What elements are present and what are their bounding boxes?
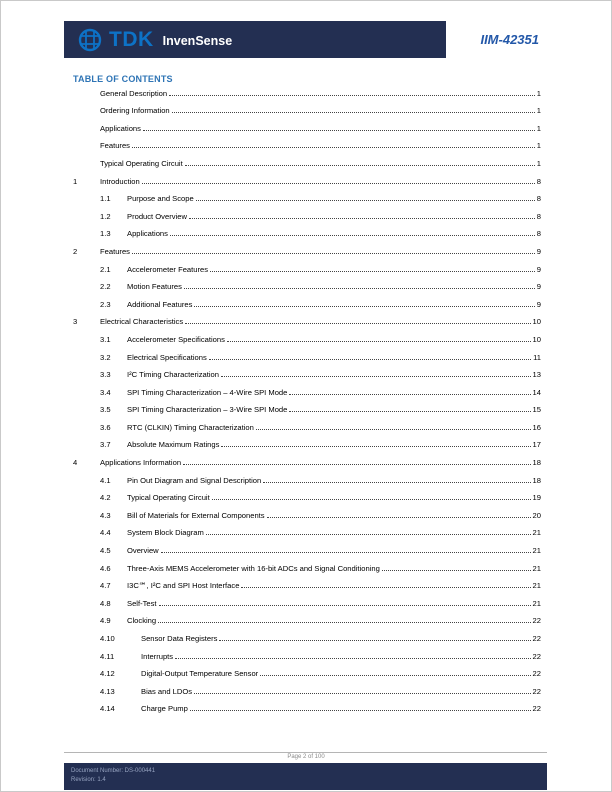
toc-leader-dots: [227, 341, 531, 342]
toc-entry-page: 17: [532, 440, 541, 450]
toc-entry-title: SPI Timing Characterization – 4-Wire SPI Mode: [127, 387, 288, 397]
toc-entry-page: 11: [533, 352, 541, 362]
toc-entry[interactable]: [73, 186, 541, 204]
toc-entry-title: System Block Diagram: [127, 528, 204, 538]
toc-leader-dots: [183, 464, 531, 465]
toc-leader-dots: [196, 200, 535, 201]
toc-entry-page: 22: [532, 686, 541, 696]
footer-divider: [64, 752, 547, 753]
toc-entry-number: 2.3: [100, 299, 111, 309]
toc-entry-number: 3.5: [100, 405, 111, 415]
toc-entry[interactable]: [73, 449, 541, 467]
toc-entry-page: 8: [536, 211, 541, 221]
toc-entry[interactable]: [73, 696, 541, 714]
toc-entry-number: 4.2: [100, 493, 111, 503]
toc-leader-dots: [194, 306, 534, 307]
toc-leader-dots: [256, 429, 531, 430]
toc-entry-number: 4.7: [100, 581, 111, 591]
toc-leader-dots: [221, 446, 530, 447]
toc-entry[interactable]: [73, 432, 541, 450]
toc-entry-page: 22: [532, 634, 541, 643]
toc-heading: TABLE OF CONTENTS: [73, 74, 173, 84]
toc-entry-page: 21: [532, 598, 541, 608]
toc-entry-title: Electrical Specifications: [127, 352, 207, 362]
toc-entry-number: 3: [73, 317, 78, 327]
toc-entry[interactable]: [73, 573, 541, 591]
toc-entry-title: Ordering Information: [100, 106, 170, 116]
toc-entry-page: 9: [536, 264, 541, 274]
toc-entry[interactable]: [73, 661, 541, 679]
toc-entry-number: 4.1: [100, 475, 111, 485]
toc-entry-title: RTC (CLKIN) Timing Characterization: [127, 422, 254, 432]
toc-entry-page: 9: [536, 246, 541, 256]
toc-entry-page: 14: [532, 387, 541, 397]
toc-entry-title: Bill of Materials for External Components: [127, 510, 265, 520]
toc-entry[interactable]: [73, 238, 541, 256]
toc-entry-number: 1.3: [100, 229, 111, 239]
toc-entry-page: 16: [532, 422, 541, 432]
revision: Revision: 1.4: [71, 776, 106, 783]
toc-entry-number: 4.12: [100, 669, 115, 679]
toc-entry-title: Accelerometer Specifications: [127, 334, 225, 344]
toc-leader-dots: [289, 411, 530, 412]
toc-entry-number: 4.10: [100, 634, 115, 643]
toc-entry-title: Three-Axis MEMS Accelerometer with 16-bit ADCs and Signal Conditioning: [127, 563, 380, 573]
toc-leader-dots: [170, 235, 535, 236]
toc-entry-page: 9: [536, 282, 541, 292]
toc-entry[interactable]: [73, 379, 541, 397]
toc-entry-page: 22: [532, 651, 541, 661]
invensense-wordmark: InvenSense: [162, 34, 233, 48]
toc-entry-page: 10: [532, 334, 541, 344]
toc-entry[interactable]: [73, 590, 541, 608]
toc-leader-dots: [189, 218, 535, 219]
toc-entry-number: 4.5: [100, 546, 111, 556]
tdk-wordmark: TDK: [109, 27, 154, 51]
toc-entry-title: General Description: [100, 88, 168, 98]
toc-entry-number: 4.9: [100, 616, 111, 626]
toc-entry-title: Applications Information: [100, 458, 182, 468]
toc-entry-page: 1: [536, 158, 541, 168]
toc-entry[interactable]: [73, 344, 541, 362]
toc-entry-page: 21: [532, 546, 541, 556]
toc-entry-page: 20: [532, 510, 541, 520]
toc-entry-title: Applications: [127, 229, 168, 239]
toc-entry-number: 4.11: [100, 651, 115, 661]
toc-entry-page: 21: [532, 581, 541, 591]
toc-entry-page: 8: [536, 229, 541, 239]
toc-entry-title: Typical Operating Circuit: [127, 493, 210, 503]
toc-entry[interactable]: [73, 397, 541, 415]
page-indicator: Page 2 of 100: [287, 754, 325, 760]
toc-entry-title: Electrical Characteristics: [100, 317, 184, 327]
toc-entry[interactable]: [73, 485, 541, 503]
toc-entry-title: Digital-Output Temperature Sensor: [141, 669, 259, 679]
toc-entry-title: Sensor Data Registers: [141, 634, 218, 643]
toc-entry-title: Pin Out Diagram and Signal Description: [127, 475, 262, 485]
toc-entry-title: Overview: [127, 546, 159, 556]
toc-entry-number: 4.13: [100, 686, 115, 696]
toc-entry-page: 9: [536, 299, 541, 309]
toc-leader-dots: [209, 359, 531, 360]
page-header: [64, 21, 539, 58]
toc-entry-number: 4.8: [100, 598, 111, 608]
toc-entry-number: 4.14: [100, 704, 115, 714]
toc-leader-dots: [185, 165, 535, 166]
toc-entry-title: Charge Pump: [141, 704, 188, 714]
toc-leader-dots: [175, 658, 530, 659]
toc-leader-dots: [221, 376, 531, 377]
toc-entry-page: 1: [536, 106, 541, 116]
toc-entry[interactable]: [73, 98, 541, 116]
toc-entry-number: 4.4: [100, 528, 111, 538]
toc-leader-dots: [143, 130, 535, 131]
toc-entry-number: 1: [73, 176, 78, 186]
footer-bar: [64, 763, 547, 790]
toc-entry[interactable]: [73, 467, 541, 485]
toc-leader-dots: [260, 675, 530, 676]
toc-leader-dots: [210, 271, 535, 272]
toc-entry-page: 21: [532, 563, 541, 573]
toc-entry-title: Bias and LDOs: [141, 686, 193, 696]
toc-entry-page: 21: [532, 528, 541, 538]
toc-entry-title: Purpose and Scope: [127, 194, 194, 204]
toc-list: [73, 80, 541, 713]
toc-entry[interactable]: [73, 274, 541, 292]
toc-entry-page: 18: [532, 475, 541, 485]
toc-entry[interactable]: [73, 168, 541, 186]
toc-entry[interactable]: [73, 115, 541, 133]
toc-entry[interactable]: [73, 203, 541, 221]
toc-entry[interactable]: [73, 537, 541, 555]
toc-entry-number: 1.2: [100, 211, 111, 221]
toc-leader-dots: [184, 288, 535, 289]
document-number: Document Number: DS-000441: [71, 768, 156, 774]
toc-entry-number: 2.1: [100, 264, 111, 274]
toc-entry-page: 22: [532, 669, 541, 679]
toc-entry[interactable]: [73, 291, 541, 309]
toc-entry-title: I3C℠, I²C and SPI Host Interface: [127, 581, 240, 591]
toc-entry-number: 2: [73, 246, 78, 256]
toc-leader-dots: [172, 112, 535, 113]
toc-entry-title: Clocking: [127, 616, 157, 626]
toc-leader-dots: [219, 640, 530, 641]
toc-leader-dots: [267, 517, 531, 518]
toc-entry[interactable]: [73, 326, 541, 344]
toc-leader-dots: [212, 499, 531, 500]
toc-entry-title: Motion Features: [127, 282, 182, 292]
toc-leader-dots: [206, 534, 531, 535]
toc-entry[interactable]: [73, 414, 541, 432]
toc-leader-dots: [132, 253, 535, 254]
part-number-area: [446, 21, 539, 58]
toc-entry-title: Absolute Maximum Ratings: [127, 440, 220, 450]
toc-leader-dots: [194, 693, 530, 694]
toc-leader-dots: [185, 323, 530, 324]
toc-entry-title: SPI Timing Characterization – 3-Wire SPI Mode: [127, 405, 288, 415]
toc-entry-number: 4.3: [100, 510, 111, 520]
toc-entry-title: Accelerometer Features: [127, 264, 209, 274]
toc-entry[interactable]: [73, 555, 541, 573]
toc-entry-number: 4: [73, 458, 78, 468]
toc-entry-title: Features: [100, 246, 130, 256]
toc-entry[interactable]: [73, 502, 541, 520]
toc-entry[interactable]: [73, 256, 541, 274]
toc-entry-title: Typical Operating Circuit: [100, 158, 183, 168]
toc-entry-page: 19: [532, 493, 541, 503]
toc-leader-dots: [159, 605, 531, 606]
toc-leader-dots: [169, 95, 535, 96]
toc-entry-title: Interrupts: [141, 651, 174, 661]
toc-entry-number: 2.2: [100, 282, 111, 292]
toc-leader-dots: [132, 147, 535, 148]
toc-entry-page: 8: [536, 194, 541, 204]
tdk-logo-icon: [78, 28, 102, 52]
toc-entry-page: 8: [536, 176, 541, 186]
toc-leader-dots: [161, 552, 531, 553]
toc-entry-title: Introduction: [100, 176, 140, 186]
toc-entry-page: 22: [532, 616, 541, 626]
toc-entry-page: 1: [536, 123, 541, 133]
toc-leader-dots: [263, 482, 530, 483]
toc-leader-dots: [158, 622, 530, 623]
toc-entry-title: Product Overview: [127, 211, 187, 221]
toc-entry-page: 13: [532, 370, 541, 380]
toc-entry-page: 1: [536, 141, 541, 151]
toc-entry-number: 3.3: [100, 370, 111, 380]
toc-entry-number: 3.7: [100, 440, 111, 450]
toc-entry[interactable]: [73, 362, 541, 380]
toc-entry[interactable]: [73, 520, 541, 538]
toc-entry[interactable]: [73, 643, 541, 661]
part-number: IIM-42351: [480, 32, 539, 47]
toc-entry-page: 10: [532, 317, 541, 327]
toc-entry[interactable]: [73, 133, 541, 151]
toc-entry-title: Additional Features: [127, 299, 193, 309]
toc-entry-page: 15: [532, 405, 541, 415]
toc-entry-number: 1.1: [100, 194, 111, 204]
toc-entry[interactable]: [73, 678, 541, 696]
toc-leader-dots: [289, 394, 530, 395]
toc-entry-number: 3.1: [100, 334, 111, 344]
toc-leader-dots: [190, 710, 531, 711]
toc-entry-title: I²C Timing Characterization: [127, 370, 219, 380]
toc-entry[interactable]: [73, 309, 541, 327]
toc-entry[interactable]: [73, 150, 541, 168]
toc-entry-title: Features: [100, 141, 130, 151]
brand-bar: [64, 21, 446, 58]
toc-leader-dots: [382, 570, 531, 571]
toc-entry-title: Self-Test: [127, 598, 157, 608]
toc-entry-page: 22: [532, 704, 541, 714]
toc-entry[interactable]: [73, 80, 541, 98]
toc-entry[interactable]: [73, 221, 541, 239]
toc-entry-number: 3.6: [100, 422, 111, 432]
toc-entry-page: 1: [536, 88, 541, 98]
toc-entry[interactable]: [73, 608, 541, 626]
toc-entry-page: 18: [532, 458, 541, 468]
toc-leader-dots: [142, 183, 535, 184]
toc-entry-number: 4.6: [100, 563, 111, 573]
toc-entry-title: Applications: [100, 123, 141, 133]
toc-entry-number: 3.2: [100, 352, 111, 362]
toc-leader-dots: [241, 587, 530, 588]
toc-entry-number: 3.4: [100, 387, 111, 397]
toc-entry[interactable]: [73, 625, 541, 643]
